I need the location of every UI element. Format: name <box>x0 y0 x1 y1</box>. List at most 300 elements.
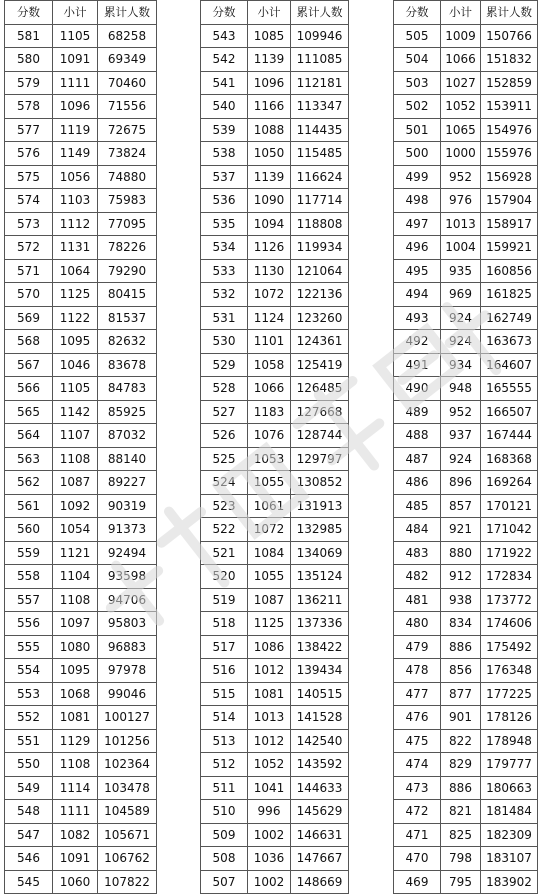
subtotal-cell: 821 <box>441 800 481 824</box>
table-row <box>5 24 157 48</box>
subtotal-cell: 1036 <box>248 847 291 871</box>
table-row <box>5 283 157 307</box>
subtotal-cell: 1131 <box>53 236 98 260</box>
subtotal-cell: 1112 <box>53 212 98 236</box>
subtotal-cell: 880 <box>441 541 481 565</box>
cumulative-cell: 95803 <box>98 612 157 636</box>
score-cell: 563 <box>5 447 53 471</box>
score-cell: 515 <box>201 682 248 706</box>
table-row <box>5 541 157 565</box>
cumulative-cell: 105671 <box>98 823 157 847</box>
cumulative-cell: 122136 <box>291 283 349 307</box>
score-cell: 557 <box>5 588 53 612</box>
subtotal-cell: 937 <box>441 424 481 448</box>
table-row <box>5 306 157 330</box>
score-cell: 488 <box>394 424 441 448</box>
score-cell: 524 <box>201 471 248 495</box>
subtotal-cell: 921 <box>441 518 481 542</box>
table-row <box>5 565 157 589</box>
cumulative-cell: 102364 <box>98 753 157 777</box>
subtotal-cell: 924 <box>441 447 481 471</box>
subtotal-cell: 969 <box>441 283 481 307</box>
score-cell: 514 <box>201 706 248 730</box>
table-row <box>201 800 349 824</box>
score-cell: 494 <box>394 283 441 307</box>
cumulative-cell: 177225 <box>481 682 538 706</box>
subtotal-cell: 1061 <box>248 494 291 518</box>
table-row <box>394 753 538 777</box>
score-cell: 491 <box>394 353 441 377</box>
cumulative-cell: 145629 <box>291 800 349 824</box>
table-row <box>394 870 538 894</box>
score-cell: 575 <box>5 165 53 189</box>
cumulative-cell: 175492 <box>481 635 538 659</box>
subtotal-cell: 795 <box>441 870 481 894</box>
cumulative-cell: 146631 <box>291 823 349 847</box>
cumulative-cell: 176348 <box>481 659 538 683</box>
subtotal-cell: 1046 <box>53 353 98 377</box>
cumulative-cell: 101256 <box>98 729 157 753</box>
score-cell: 477 <box>394 682 441 706</box>
subtotal-cell: 1086 <box>248 635 291 659</box>
table-row <box>5 800 157 824</box>
subtotal-cell: 1111 <box>53 71 98 95</box>
score-cell: 503 <box>394 71 441 95</box>
score-cell: 536 <box>201 189 248 213</box>
subtotal-cell: 1101 <box>248 330 291 354</box>
cumulative-cell: 82632 <box>98 330 157 354</box>
cumulative-cell: 78226 <box>98 236 157 260</box>
score-cell: 525 <box>201 447 248 471</box>
subtotal-cell: 1108 <box>53 753 98 777</box>
cumulative-cell: 124361 <box>291 330 349 354</box>
table-row <box>5 494 157 518</box>
table-row <box>5 682 157 706</box>
subtotal-cell: 1096 <box>53 95 98 119</box>
cumulative-cell: 104589 <box>98 800 157 824</box>
cumulative-cell: 152859 <box>481 71 538 95</box>
cumulative-cell: 159921 <box>481 236 538 260</box>
score-cell: 508 <box>201 847 248 871</box>
table-row <box>5 823 157 847</box>
table-row <box>5 353 157 377</box>
cumulative-cell: 117714 <box>291 189 349 213</box>
cumulative-cell: 127668 <box>291 400 349 424</box>
score-cell: 482 <box>394 565 441 589</box>
score-table-1 <box>4 0 157 894</box>
cumulative-cell: 161825 <box>481 283 538 307</box>
score-cell: 507 <box>201 870 248 894</box>
subtotal-cell: 1097 <box>53 612 98 636</box>
score-cell: 553 <box>5 682 53 706</box>
table-row <box>5 259 157 283</box>
header-subtotal: 小计 <box>441 1 481 25</box>
table-row <box>394 400 538 424</box>
score-cell: 539 <box>201 118 248 142</box>
score-cell: 519 <box>201 588 248 612</box>
score-cell: 476 <box>394 706 441 730</box>
score-cell: 567 <box>5 353 53 377</box>
score-cell: 502 <box>394 95 441 119</box>
score-cell: 485 <box>394 494 441 518</box>
table-row <box>5 212 157 236</box>
score-cell: 573 <box>5 212 53 236</box>
table-row <box>5 518 157 542</box>
subtotal-cell: 1091 <box>53 847 98 871</box>
header-score: 分数 <box>5 1 53 25</box>
subtotal-cell: 1068 <box>53 682 98 706</box>
subtotal-cell: 1080 <box>53 635 98 659</box>
cumulative-cell: 139434 <box>291 659 349 683</box>
score-cell: 496 <box>394 236 441 260</box>
score-cell: 566 <box>5 377 53 401</box>
subtotal-cell: 1107 <box>53 424 98 448</box>
score-cell: 481 <box>394 588 441 612</box>
header-cumulative: 累计人数 <box>98 1 157 25</box>
score-cell: 543 <box>201 24 248 48</box>
score-cell: 478 <box>394 659 441 683</box>
table-row <box>394 800 538 824</box>
cumulative-cell: 141528 <box>291 706 349 730</box>
table-row <box>201 142 349 166</box>
subtotal-cell: 1055 <box>248 565 291 589</box>
subtotal-cell: 1166 <box>248 95 291 119</box>
table-row <box>394 494 538 518</box>
table-row <box>5 847 157 871</box>
subtotal-cell: 1125 <box>248 612 291 636</box>
table-row <box>201 377 349 401</box>
header-cumulative: 累计人数 <box>481 1 538 25</box>
cumulative-cell: 165555 <box>481 377 538 401</box>
subtotal-cell: 1090 <box>248 189 291 213</box>
cumulative-cell: 172834 <box>481 565 538 589</box>
score-cell: 560 <box>5 518 53 542</box>
subtotal-cell: 1149 <box>53 142 98 166</box>
subtotal-cell: 1064 <box>53 259 98 283</box>
subtotal-cell: 1054 <box>53 518 98 542</box>
table-row <box>394 259 538 283</box>
cumulative-cell: 164607 <box>481 353 538 377</box>
score-cell: 523 <box>201 494 248 518</box>
table-row <box>394 635 538 659</box>
subtotal-cell: 924 <box>441 330 481 354</box>
table-row <box>201 353 349 377</box>
score-cell: 516 <box>201 659 248 683</box>
subtotal-cell: 1072 <box>248 518 291 542</box>
subtotal-cell: 1004 <box>441 236 481 260</box>
cumulative-cell: 72675 <box>98 118 157 142</box>
table-row <box>394 283 538 307</box>
score-cell: 493 <box>394 306 441 330</box>
score-cell: 542 <box>201 48 248 72</box>
score-cell: 499 <box>394 165 441 189</box>
table-row <box>394 353 538 377</box>
score-cell: 534 <box>201 236 248 260</box>
table-row <box>201 48 349 72</box>
cumulative-cell: 173772 <box>481 588 538 612</box>
table-row <box>201 471 349 495</box>
cumulative-cell: 103478 <box>98 776 157 800</box>
cumulative-cell: 121064 <box>291 259 349 283</box>
table-row <box>5 635 157 659</box>
table-row <box>201 118 349 142</box>
subtotal-cell: 1052 <box>248 753 291 777</box>
subtotal-cell: 1052 <box>441 95 481 119</box>
score-cell: 531 <box>201 306 248 330</box>
table-row <box>201 236 349 260</box>
table-row <box>201 753 349 777</box>
cumulative-cell: 162749 <box>481 306 538 330</box>
subtotal-cell: 1139 <box>248 165 291 189</box>
subtotal-cell: 1094 <box>248 212 291 236</box>
subtotal-cell: 825 <box>441 823 481 847</box>
score-cell: 537 <box>201 165 248 189</box>
subtotal-cell: 1041 <box>248 776 291 800</box>
cumulative-cell: 151832 <box>481 48 538 72</box>
table-row <box>201 518 349 542</box>
cumulative-cell: 90319 <box>98 494 157 518</box>
score-cell: 561 <box>5 494 53 518</box>
score-cell: 495 <box>394 259 441 283</box>
cumulative-cell: 181484 <box>481 800 538 824</box>
score-cell: 513 <box>201 729 248 753</box>
cumulative-cell: 157904 <box>481 189 538 213</box>
cumulative-cell: 73824 <box>98 142 157 166</box>
table-row <box>394 776 538 800</box>
score-cell: 546 <box>5 847 53 871</box>
subtotal-cell: 1124 <box>248 306 291 330</box>
score-cell: 532 <box>201 283 248 307</box>
subtotal-cell: 1111 <box>53 800 98 824</box>
table-row <box>201 729 349 753</box>
score-cell: 474 <box>394 753 441 777</box>
subtotal-cell: 1103 <box>53 189 98 213</box>
subtotal-cell: 834 <box>441 612 481 636</box>
subtotal-cell: 886 <box>441 635 481 659</box>
table-row <box>201 659 349 683</box>
cumulative-cell: 96883 <box>98 635 157 659</box>
score-cell: 528 <box>201 377 248 401</box>
score-cell: 552 <box>5 706 53 730</box>
cumulative-cell: 80415 <box>98 283 157 307</box>
subtotal-cell: 1009 <box>441 24 481 48</box>
cumulative-cell: 180663 <box>481 776 538 800</box>
cumulative-cell: 171042 <box>481 518 538 542</box>
cumulative-cell: 81537 <box>98 306 157 330</box>
header-score: 分数 <box>201 1 248 25</box>
table-row <box>201 189 349 213</box>
table-row <box>201 259 349 283</box>
score-cell: 569 <box>5 306 53 330</box>
header-cumulative: 累计人数 <box>291 1 349 25</box>
cumulative-cell: 129797 <box>291 447 349 471</box>
score-cell: 580 <box>5 48 53 72</box>
cumulative-cell: 112181 <box>291 71 349 95</box>
subtotal-cell: 1114 <box>53 776 98 800</box>
cumulative-cell: 114435 <box>291 118 349 142</box>
subtotal-cell: 996 <box>248 800 291 824</box>
table-row <box>201 400 349 424</box>
cumulative-cell: 166507 <box>481 400 538 424</box>
cumulative-cell: 156928 <box>481 165 538 189</box>
score-cell: 572 <box>5 236 53 260</box>
table-row <box>5 118 157 142</box>
subtotal-cell: 1095 <box>53 330 98 354</box>
cumulative-cell: 182309 <box>481 823 538 847</box>
table-row <box>201 330 349 354</box>
score-table-2 <box>200 0 349 894</box>
subtotal-cell: 1002 <box>248 870 291 894</box>
cumulative-cell: 148669 <box>291 870 349 894</box>
cumulative-cell: 115485 <box>291 142 349 166</box>
subtotal-cell: 886 <box>441 776 481 800</box>
cumulative-cell: 142540 <box>291 729 349 753</box>
cumulative-cell: 153911 <box>481 95 538 119</box>
header-score: 分数 <box>394 1 441 25</box>
cumulative-cell: 91373 <box>98 518 157 542</box>
score-cell: 559 <box>5 541 53 565</box>
subtotal-cell: 1087 <box>248 588 291 612</box>
subtotal-cell: 1072 <box>248 283 291 307</box>
score-cell: 480 <box>394 612 441 636</box>
score-cell: 487 <box>394 447 441 471</box>
table-row <box>5 612 157 636</box>
table-row <box>394 142 538 166</box>
score-cell: 470 <box>394 847 441 871</box>
table-header <box>5 1 157 25</box>
score-cell: 490 <box>394 377 441 401</box>
score-cell: 484 <box>394 518 441 542</box>
cumulative-cell: 144633 <box>291 776 349 800</box>
subtotal-cell: 976 <box>441 189 481 213</box>
table-row <box>5 588 157 612</box>
cumulative-cell: 168368 <box>481 447 538 471</box>
header-subtotal: 小计 <box>53 1 98 25</box>
table-row <box>201 494 349 518</box>
score-cell: 471 <box>394 823 441 847</box>
cumulative-cell: 79290 <box>98 259 157 283</box>
table-row <box>201 612 349 636</box>
score-cell: 578 <box>5 95 53 119</box>
table-row <box>201 306 349 330</box>
score-cell: 498 <box>394 189 441 213</box>
table-row <box>201 635 349 659</box>
subtotal-cell: 1142 <box>53 400 98 424</box>
cumulative-cell: 109946 <box>291 24 349 48</box>
cumulative-cell: 93598 <box>98 565 157 589</box>
subtotal-cell: 1096 <box>248 71 291 95</box>
score-cell: 483 <box>394 541 441 565</box>
cumulative-cell: 130852 <box>291 471 349 495</box>
table-row <box>394 659 538 683</box>
subtotal-cell: 896 <box>441 471 481 495</box>
subtotal-cell: 1053 <box>248 447 291 471</box>
header-subtotal: 小计 <box>248 1 291 25</box>
score-cell: 489 <box>394 400 441 424</box>
cumulative-cell: 134069 <box>291 541 349 565</box>
table-row <box>201 682 349 706</box>
table-row <box>201 95 349 119</box>
cumulative-cell: 143592 <box>291 753 349 777</box>
cumulative-cell: 83678 <box>98 353 157 377</box>
cumulative-cell: 136211 <box>291 588 349 612</box>
score-cell: 504 <box>394 48 441 72</box>
table-row <box>201 424 349 448</box>
subtotal-cell: 1105 <box>53 24 98 48</box>
subtotal-cell: 1082 <box>53 823 98 847</box>
subtotal-cell: 1013 <box>441 212 481 236</box>
score-cell: 511 <box>201 776 248 800</box>
score-cell: 479 <box>394 635 441 659</box>
table-row <box>201 283 349 307</box>
subtotal-cell: 1055 <box>248 471 291 495</box>
score-cell: 547 <box>5 823 53 847</box>
table-row <box>394 330 538 354</box>
cumulative-cell: 74880 <box>98 165 157 189</box>
cumulative-cell: 70460 <box>98 71 157 95</box>
subtotal-cell: 952 <box>441 165 481 189</box>
subtotal-cell: 1088 <box>248 118 291 142</box>
subtotal-cell: 1108 <box>53 447 98 471</box>
table-header <box>201 1 349 25</box>
score-cell: 527 <box>201 400 248 424</box>
cumulative-cell: 163673 <box>481 330 538 354</box>
subtotal-cell: 1130 <box>248 259 291 283</box>
score-cell: 501 <box>394 118 441 142</box>
table-row <box>394 471 538 495</box>
cumulative-cell: 128744 <box>291 424 349 448</box>
subtotal-cell: 856 <box>441 659 481 683</box>
cumulative-cell: 94706 <box>98 588 157 612</box>
score-cell: 529 <box>201 353 248 377</box>
cumulative-cell: 135124 <box>291 565 349 589</box>
score-cell: 533 <box>201 259 248 283</box>
score-cell: 500 <box>394 142 441 166</box>
score-cell: 541 <box>201 71 248 95</box>
table-row <box>5 71 157 95</box>
score-cell: 558 <box>5 565 53 589</box>
subtotal-cell: 1122 <box>53 306 98 330</box>
score-cell: 486 <box>394 471 441 495</box>
cumulative-cell: 131913 <box>291 494 349 518</box>
cumulative-cell: 75983 <box>98 189 157 213</box>
subtotal-cell: 1013 <box>248 706 291 730</box>
subtotal-cell: 1084 <box>248 541 291 565</box>
table-row <box>5 189 157 213</box>
table-row <box>5 729 157 753</box>
subtotal-cell: 1058 <box>248 353 291 377</box>
cumulative-cell: 85925 <box>98 400 157 424</box>
table-row <box>394 236 538 260</box>
subtotal-cell: 822 <box>441 729 481 753</box>
subtotal-cell: 1087 <box>53 471 98 495</box>
table-row <box>394 541 538 565</box>
cumulative-cell: 125419 <box>291 353 349 377</box>
cumulative-cell: 123260 <box>291 306 349 330</box>
score-cell: 554 <box>5 659 53 683</box>
subtotal-cell: 1066 <box>441 48 481 72</box>
cumulative-cell: 113347 <box>291 95 349 119</box>
cumulative-cell: 118808 <box>291 212 349 236</box>
cumulative-cell: 89227 <box>98 471 157 495</box>
subtotal-cell: 912 <box>441 565 481 589</box>
score-cell: 548 <box>5 800 53 824</box>
cumulative-cell: 68258 <box>98 24 157 48</box>
subtotal-cell: 1125 <box>53 283 98 307</box>
score-cell: 505 <box>394 24 441 48</box>
cumulative-cell: 169264 <box>481 471 538 495</box>
score-cell: 526 <box>201 424 248 448</box>
